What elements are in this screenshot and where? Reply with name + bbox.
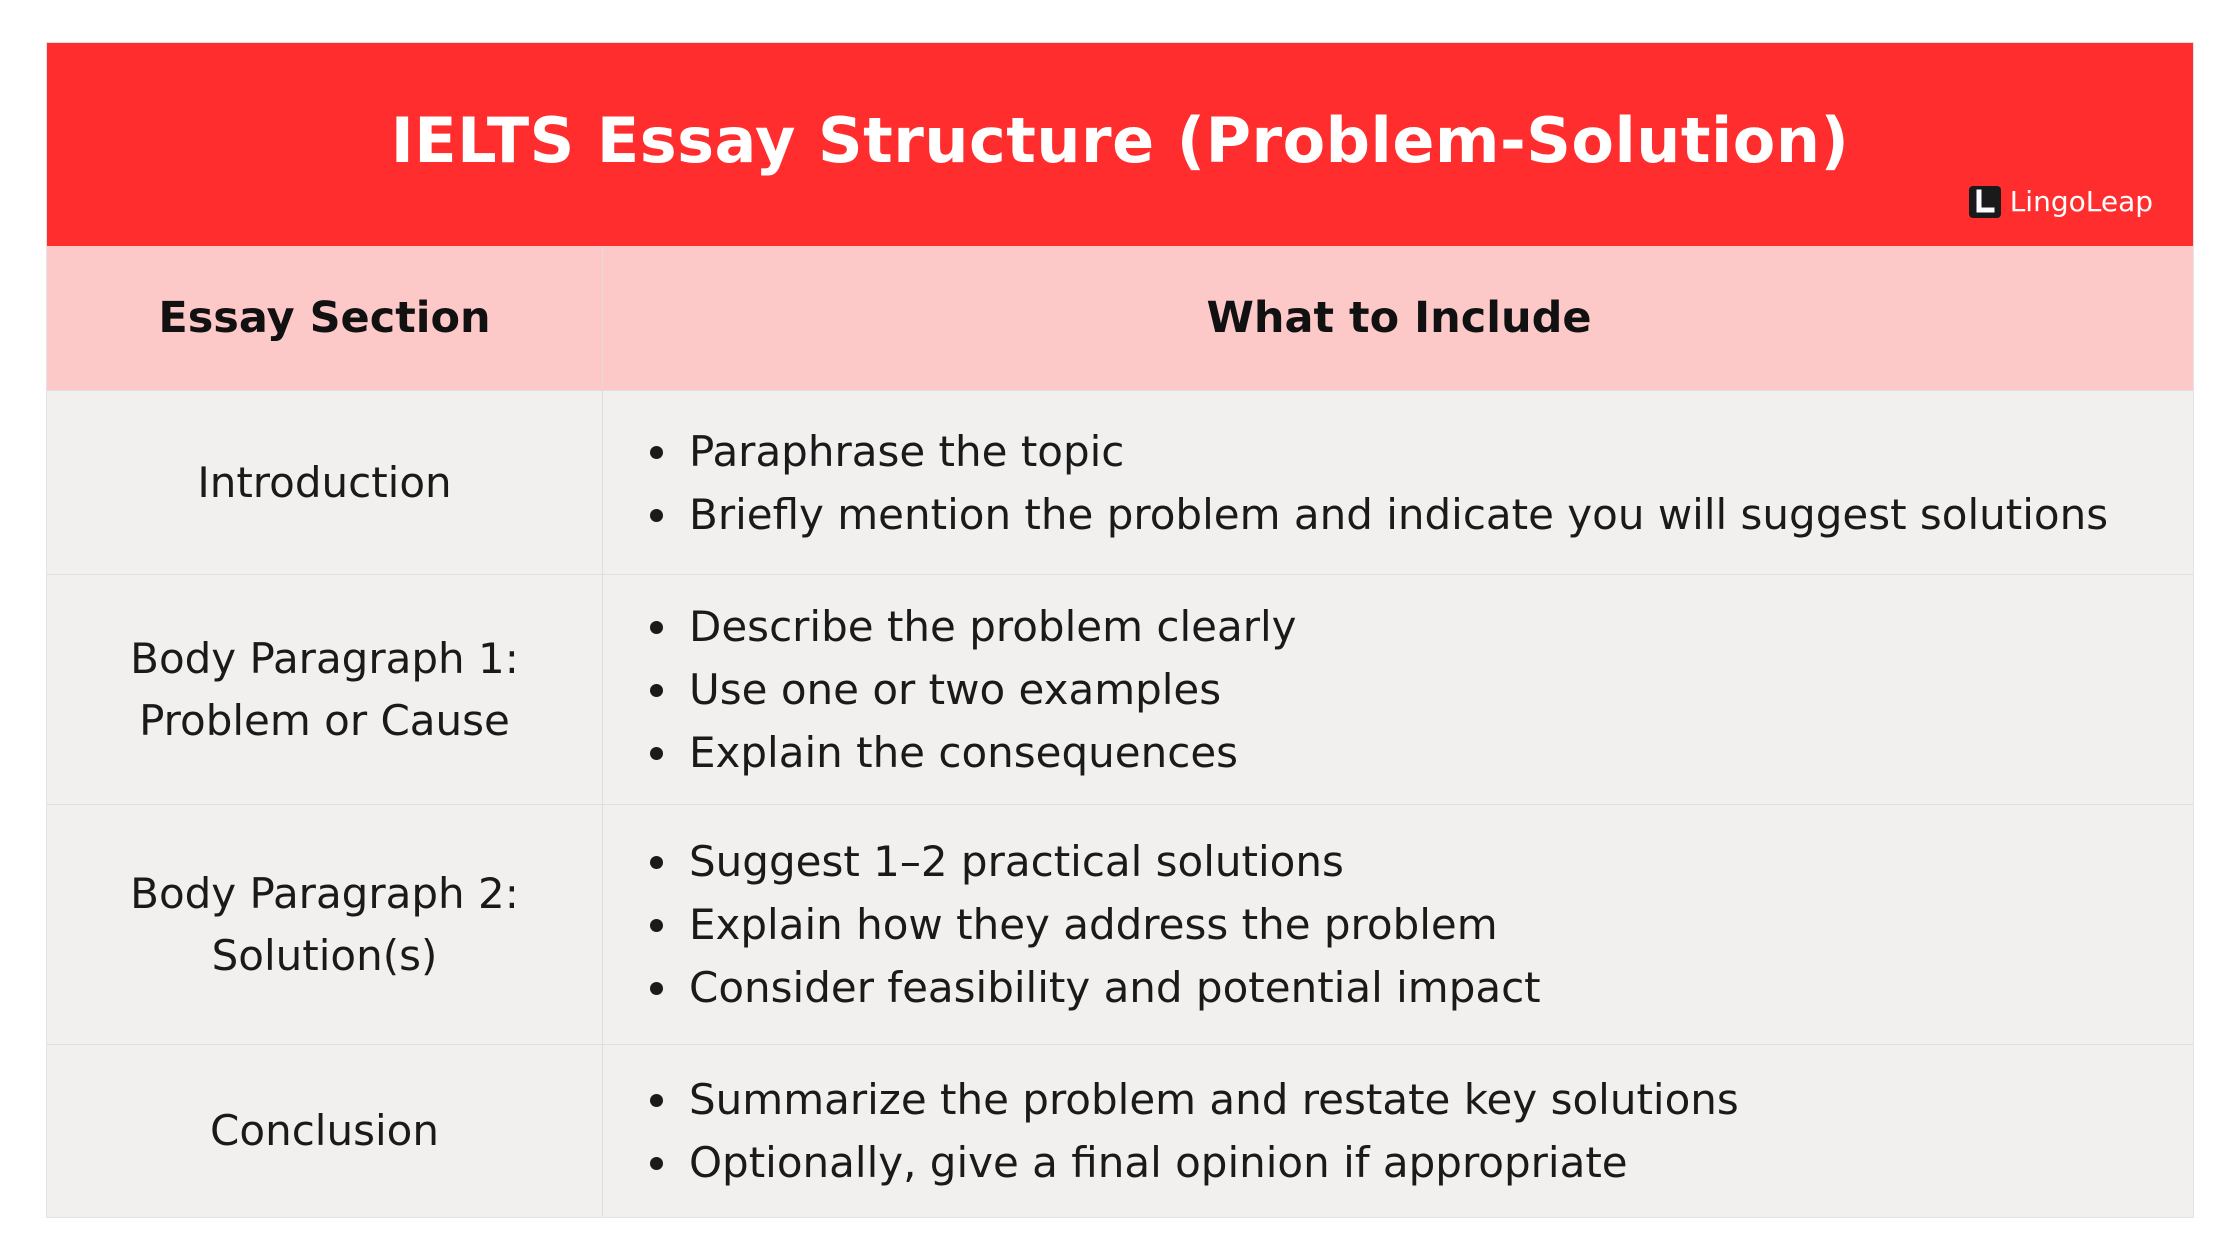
row-include-list [647,575,1296,804]
brand-name: LingoLeap [2009,185,2153,218]
row-section-label: Conclusion [210,1106,439,1155]
row-include-list [647,1045,1739,1217]
list-item: Explain how they address the problem [647,893,1541,956]
page-title: IELTS Essay Structure (Problem-Solution) [390,104,1850,177]
list-item: Use one or two examples [647,658,1296,721]
list-item: Briefly mention the problem and indicate you will suggest solutions [647,483,2108,546]
essay-structure-card [46,42,2194,1218]
row-section-label: Body Paragraph 2: Solution(s) [130,868,519,980]
column-header-include: What to Include [1206,293,1592,343]
list-item: Explain the consequences [647,721,1296,784]
row-include-list [647,391,2108,574]
list-item: Paraphrase the topic [647,420,2108,483]
table-header [47,246,2193,390]
table-row [47,574,2193,804]
list-item: Describe the problem clearly [647,595,1296,658]
row-include-list [647,805,1541,1044]
brand [1968,185,2153,219]
lingoleap-logo-icon [1968,185,2002,219]
list-item: Consider feasibility and potential impact [647,956,1541,1019]
column-header-section: Essay Section [158,293,491,343]
list-item: Suggest 1–2 practical solutions [647,830,1541,893]
row-section-label: Introduction [197,457,452,507]
table-row [47,804,2193,1044]
title-banner [47,43,2193,246]
row-section-label: Body Paragraph 1: Problem or Cause [130,633,519,745]
list-item: Optionally, give a final opinion if appropriate [647,1131,1739,1194]
table-row [47,1044,2193,1217]
list-item: Summarize the problem and restate key solutions [647,1068,1739,1131]
table-row [47,390,2193,574]
